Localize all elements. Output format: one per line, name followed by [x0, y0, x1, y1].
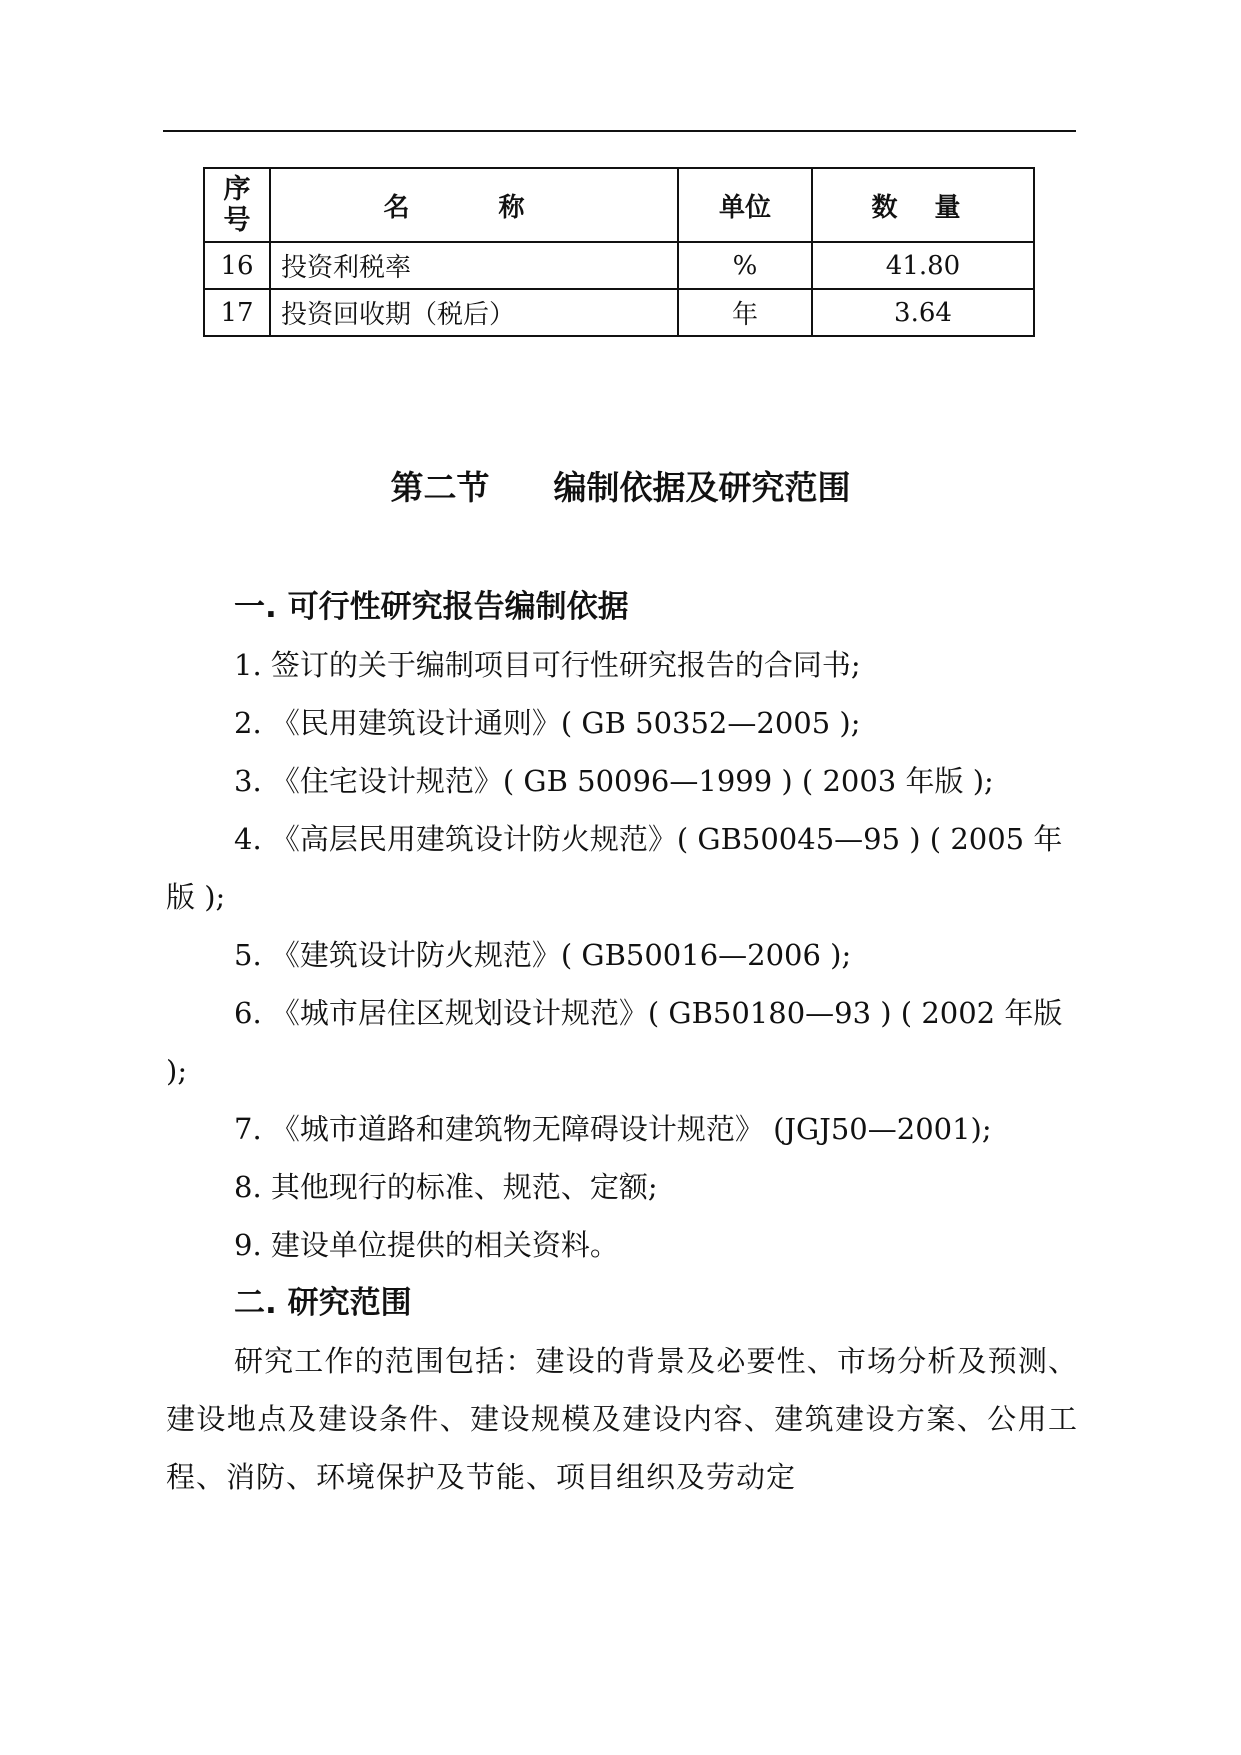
list-item: 3. 《住宅设计规范》( GB 50096—1999 ) ( 2003 年版 );: [234, 764, 994, 798]
scope-paragraph: 研究工作的范围包括：建设的背景及必要性、市场分析及预测、建设地点及建设条件、建设规模及建设内容、建筑建设方案、公用工程、消防、环境保护及节能、项目组织及劳动定: [166, 1344, 1078, 1494]
row-no: 16: [204, 242, 270, 289]
section-heading: 编制依据及研究范围: [553, 468, 851, 507]
list-item: 2. 《民用建筑设计通则》( GB 50352—2005 );: [234, 706, 861, 740]
list-item: 9. 建设单位提供的相关资料。: [234, 1228, 619, 1262]
table-header-row: [204, 168, 1034, 242]
list-item: 6. 《城市居住区规划设计规范》( GB50180—93 ) ( 2002 年版 );: [166, 996, 1063, 1088]
row-no: 17: [204, 289, 270, 336]
header-rule: [163, 130, 1076, 132]
list-item: 7. 《城市道路和建筑物无障碍设计规范》 (JGJ50—2001);: [234, 1112, 992, 1146]
table-row: [204, 289, 1034, 336]
list-item: 4. 《高层民用建筑设计防火规范》( GB50045—95 ) ( 2005 年版 );: [166, 822, 1063, 914]
body-content: [166, 578, 1078, 1506]
section-title: [0, 462, 1241, 509]
header-name: 名 称: [270, 168, 678, 242]
section-number: 第二节: [390, 468, 490, 507]
table-row: [204, 242, 1034, 289]
part2-heading: 二. 研究范围: [234, 1285, 412, 1321]
row-name: 投资回收期（税后）: [270, 289, 678, 336]
row-unit: %: [678, 242, 812, 289]
row-name: 投资利税率: [270, 242, 678, 289]
header-unit: 单位: [678, 168, 812, 242]
header-no: 序号: [204, 168, 270, 242]
row-unit: 年: [678, 289, 812, 336]
summary-table: [203, 167, 1035, 337]
part1-heading: 一. 可行性研究报告编制依据: [234, 589, 629, 625]
row-qty: 41.80: [812, 242, 1034, 289]
list-item: 5. 《建筑设计防火规范》( GB50016—2006 );: [234, 938, 852, 972]
list-item: 8. 其他现行的标准、规范、定额;: [234, 1170, 658, 1204]
header-qty: 数 量: [812, 168, 1034, 242]
list-item: 1. 签订的关于编制项目可行性研究报告的合同书;: [234, 648, 861, 682]
row-qty: 3.64: [812, 289, 1034, 336]
